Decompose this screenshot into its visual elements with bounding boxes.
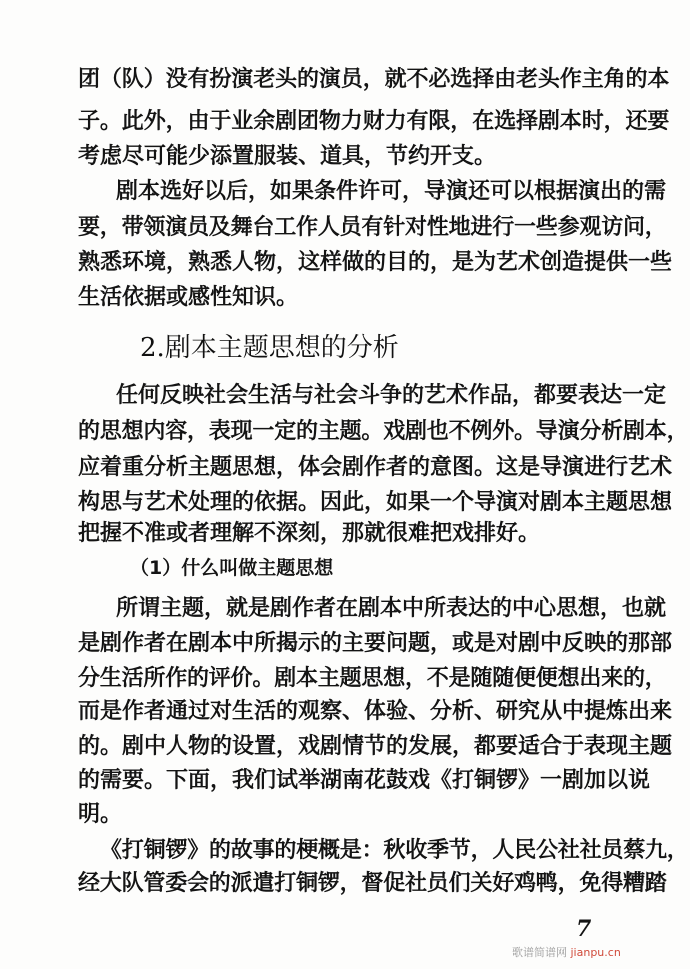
- text-line: 所谓主题，就是剧作者在剧本中所表达的中心思想，也就: [116, 595, 667, 621]
- page-number: 7: [576, 916, 592, 942]
- text-line: 分生活所作的评价。剧本主题思想，不是随随便便想出来的，: [78, 665, 667, 691]
- text-line: 的。剧中人物的设置，戏剧情节的发展，都要适合于表现主题: [78, 733, 673, 759]
- watermark-site-url: jianpu.cn: [570, 946, 621, 959]
- text-line: 剧本选好以后，如果条件许可，导演还可以根据演出的需: [116, 178, 667, 204]
- text-line: 的思想内容，表现一定的主题。戏剧也不例外。导演分析剧本，: [78, 418, 689, 444]
- text-line: 熟悉环境，熟悉人物，这样做的目的，是为艺术创造提供一些: [78, 249, 673, 275]
- text-line: 是剧作者在剧本中所揭示的主要问题，或是对剧中反映的那部: [78, 630, 673, 656]
- text-line: 任何反映社会生活与社会斗争的艺术作品，都要表达一定: [116, 382, 667, 408]
- text-line: 子。此外，由于业余剧团物力财力有限，在选择剧本时，还要: [78, 108, 670, 134]
- text-line: 应着重分析主题思想，体会剧作者的意图。这是导演进行艺术: [78, 454, 673, 480]
- text-line: 把握不准或者理解不深刻，那就很难把戏排好。: [78, 520, 541, 546]
- text-line: 生活依据或感性知识。: [78, 284, 299, 310]
- text-line: 经大队管委会的派遣打铜锣，督促社员们关好鸡鸭，免得糟踏: [78, 870, 667, 896]
- subsection-heading: （1）什么叫做主题思想: [130, 557, 334, 579]
- text-line: 考虑尽可能少添置服装、道具，节约开支。: [78, 143, 497, 169]
- text-line: 而是作者通过对生活的观察、体验、分析、研究从中提炼出来: [78, 698, 673, 724]
- section-heading: 2.剧本主题思想的分析: [140, 333, 399, 363]
- text-line: 明。: [78, 801, 123, 827]
- text-line: 《打铜锣》的故事的梗概是：秋收季节，人民公社社员蔡九，: [100, 837, 689, 863]
- watermark-site-name: 歌谱简谱网: [512, 946, 567, 959]
- text-line: 构思与艺术处理的依据。因此，如果一个导演对剧本主题思想: [78, 489, 673, 515]
- site-watermark: [512, 944, 682, 962]
- text-line: 团（队）没有扮演老头的演员，就不必选择由老头作主角的本: [78, 66, 670, 92]
- text-line: 要，带领演员及舞台工作人员有针对性地进行一些参观访问，: [78, 214, 667, 240]
- text-line: 的需要。下面，我们试举湖南花鼓戏《打铜锣》一剧加以说: [78, 767, 651, 793]
